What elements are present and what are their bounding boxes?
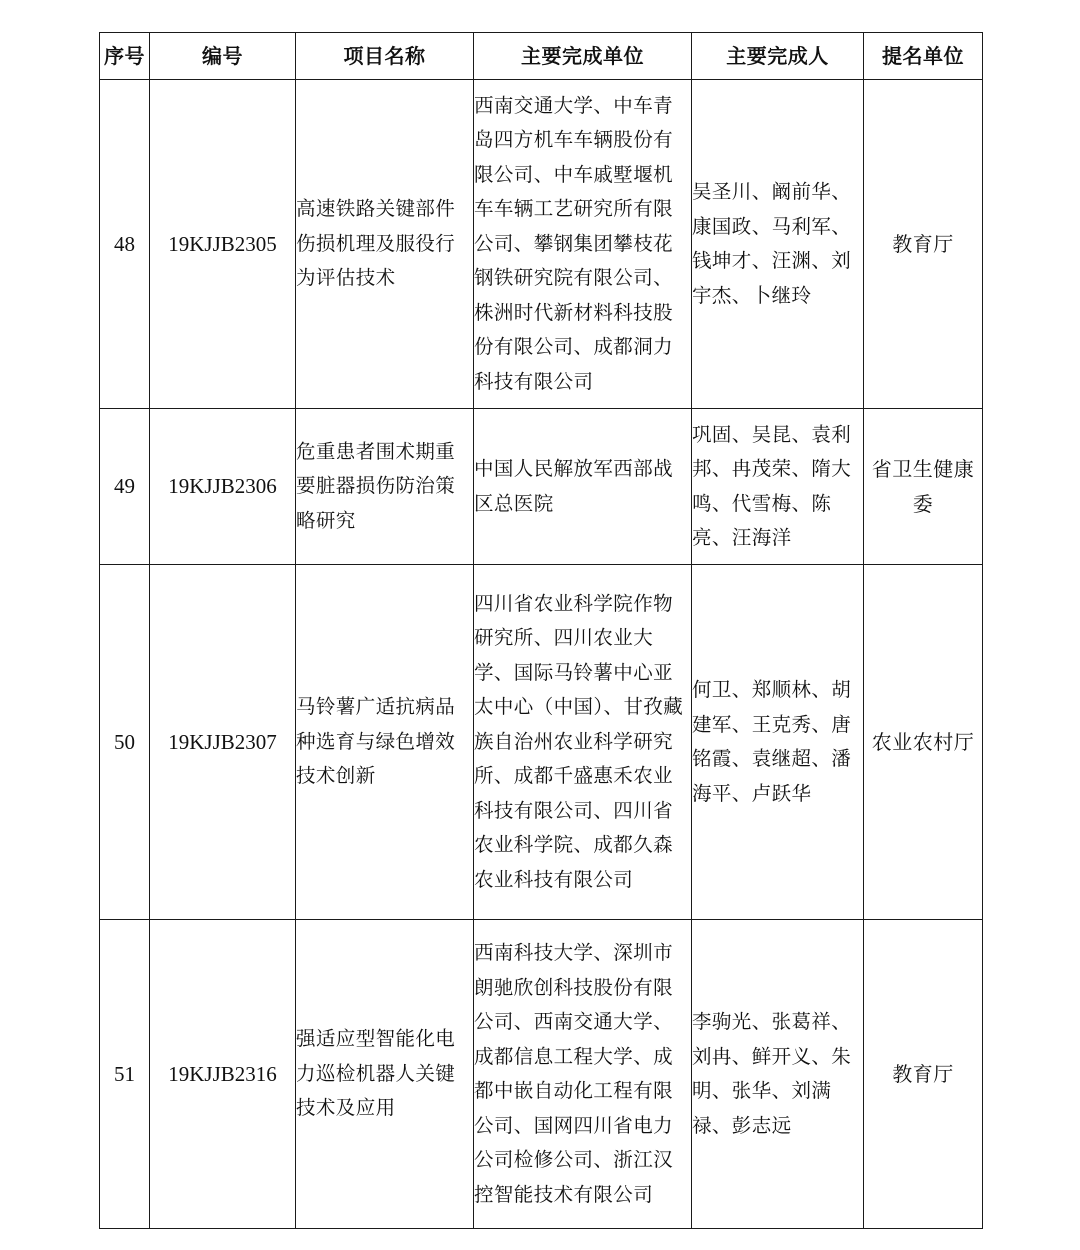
main-units-text: 西南科技大学、深圳市朗驰欣创科技股份有限公司、西南交通大学、成都信息工程大学、成都中嵌自动化工程有限公司、国网四川省电力公司检修公司、浙江汉控智能技术有限公司 bbox=[474, 941, 674, 1206]
main-units-text: 四川省农业科学院作物研究所、四川农业大学、国际马铃薯中心亚太中心（中国）、甘孜藏族自治州农业科学研究所、成都千盛惠禾农业科技有限公司、四川省农业科学院、成都久森农业科技有限公司 bbox=[474, 591, 684, 891]
table-row bbox=[100, 565, 983, 920]
cell-code: 19KJJB2316 bbox=[150, 920, 296, 1229]
header-row bbox=[100, 33, 983, 80]
cell-main-units bbox=[474, 409, 692, 565]
cell-seq: 51 bbox=[100, 920, 150, 1229]
header-main-people: 主要完成人 bbox=[692, 33, 864, 80]
cell-nominator: 省卫生健康委 bbox=[864, 409, 983, 565]
cell-main-people bbox=[692, 409, 864, 565]
cell-project-name bbox=[296, 409, 474, 565]
cell-seq: 50 bbox=[100, 565, 150, 920]
cell-code: 19KJJB2307 bbox=[150, 565, 296, 920]
cell-seq: 48 bbox=[100, 80, 150, 409]
main-units-text: 西南交通大学、中车青岛四方机车车辆股份有限公司、中车戚墅堰机车车辆工艺研究所有限公司、攀钢集团攀枝花钢铁研究院有限公司、株洲时代新材料科技股份有限公司、成都洞力科技有限公司 bbox=[474, 93, 674, 393]
header-code: 编号 bbox=[150, 33, 296, 80]
cell-nominator: 农业农村厅 bbox=[864, 565, 983, 920]
cell-code: 19KJJB2305 bbox=[150, 80, 296, 409]
main-people-text: 何卫、郑顺林、胡建军、王克秀、唐铭霞、袁继超、潘海平、卢跃华 bbox=[692, 678, 852, 805]
cell-project-name bbox=[296, 565, 474, 920]
cell-code: 19KJJB2306 bbox=[150, 409, 296, 565]
main-people-text: 吴圣川、阚前华、康国政、马利军、钱坤才、汪渊、刘宇杰、卜继玲 bbox=[692, 180, 852, 307]
main-people-text: 李驹光、张葛祥、刘冉、鲜开义、朱明、张华、刘满禄、彭志远 bbox=[692, 1010, 852, 1137]
table-row bbox=[100, 80, 983, 409]
cell-seq: 49 bbox=[100, 409, 150, 565]
cell-project-name bbox=[296, 920, 474, 1229]
table-row bbox=[100, 920, 983, 1229]
header-seq: 序号 bbox=[100, 33, 150, 80]
project-name-text: 马铃薯广适抗病品种选育与绿色增效技术创新 bbox=[296, 695, 456, 788]
cell-main-people bbox=[692, 565, 864, 920]
cell-main-people bbox=[692, 80, 864, 409]
award-table bbox=[99, 32, 983, 1229]
cell-main-units bbox=[474, 565, 692, 920]
header-main-units: 主要完成单位 bbox=[474, 33, 692, 80]
header-project-name: 项目名称 bbox=[296, 33, 474, 80]
cell-nominator: 教育厅 bbox=[864, 920, 983, 1229]
cell-main-units bbox=[474, 920, 692, 1229]
cell-main-people bbox=[692, 920, 864, 1229]
project-name-text: 强适应型智能化电力巡检机器人关键技术及应用 bbox=[296, 1027, 456, 1120]
header-nominator: 提名单位 bbox=[864, 33, 983, 80]
main-units-text: 中国人民解放军西部战区总医院 bbox=[474, 457, 674, 515]
table-row bbox=[100, 409, 983, 565]
cell-main-units bbox=[474, 80, 692, 409]
cell-project-name bbox=[296, 80, 474, 409]
cell-nominator: 教育厅 bbox=[864, 80, 983, 409]
project-name-text: 危重患者围术期重要脏器损伤防治策略研究 bbox=[296, 439, 456, 532]
project-name-text: 高速铁路关键部件伤损机理及服役行为评估技术 bbox=[296, 197, 456, 290]
main-people-text: 巩固、吴昆、袁利邦、冉茂荣、隋大鸣、代雪梅、陈亮、汪海洋 bbox=[692, 422, 852, 549]
